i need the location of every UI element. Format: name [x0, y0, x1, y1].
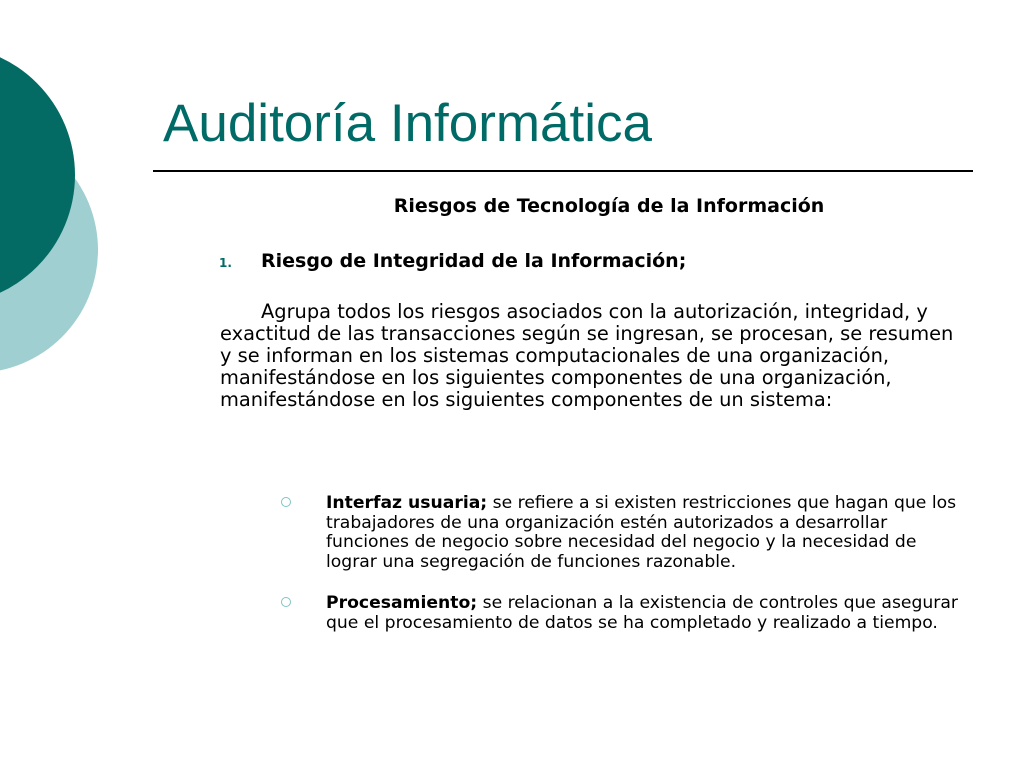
bullet-term: Interfaz usuaria; [326, 493, 488, 513]
hollow-circle-bullet-icon [281, 597, 291, 607]
bullet-description: se refiere a si existen restricciones que hagan que los trabajadores de una organización estén autorizados a desarrollar funciones de negocio sobre necesidad del negocio y la necesidad de lograr una segregación de funciones razonable. [326, 493, 957, 572]
title-divider [153, 170, 973, 172]
bullet-term: Procesamiento; [326, 593, 478, 613]
section-paragraph: Agrupa todos los riesgos asociados con la autorización, integridad, y exactitud de las transacciones según se ingresan, se procesan, se resumen y se informan en los sistemas computacionales de una organización, manifestándose en los siguientes componentes de una organización, manifestándose en los siguientes componentes de un sistema: [220, 300, 954, 411]
section-heading: Riesgo de Integridad de la Información; [261, 250, 687, 272]
bullet-text [326, 494, 966, 572]
slide-subtitle: Riesgos de Tecnología de la Información [393, 195, 825, 217]
hollow-circle-bullet-icon [281, 497, 291, 507]
section-number: 1. [219, 256, 232, 270]
slide-title: Auditoría Informática [163, 94, 653, 153]
bullet-description: se relacionan a la existencia de controles que asegurar que el procesamiento de datos se ha completado y realizado a tiempo. [326, 593, 958, 633]
bullet-text [326, 594, 966, 633]
